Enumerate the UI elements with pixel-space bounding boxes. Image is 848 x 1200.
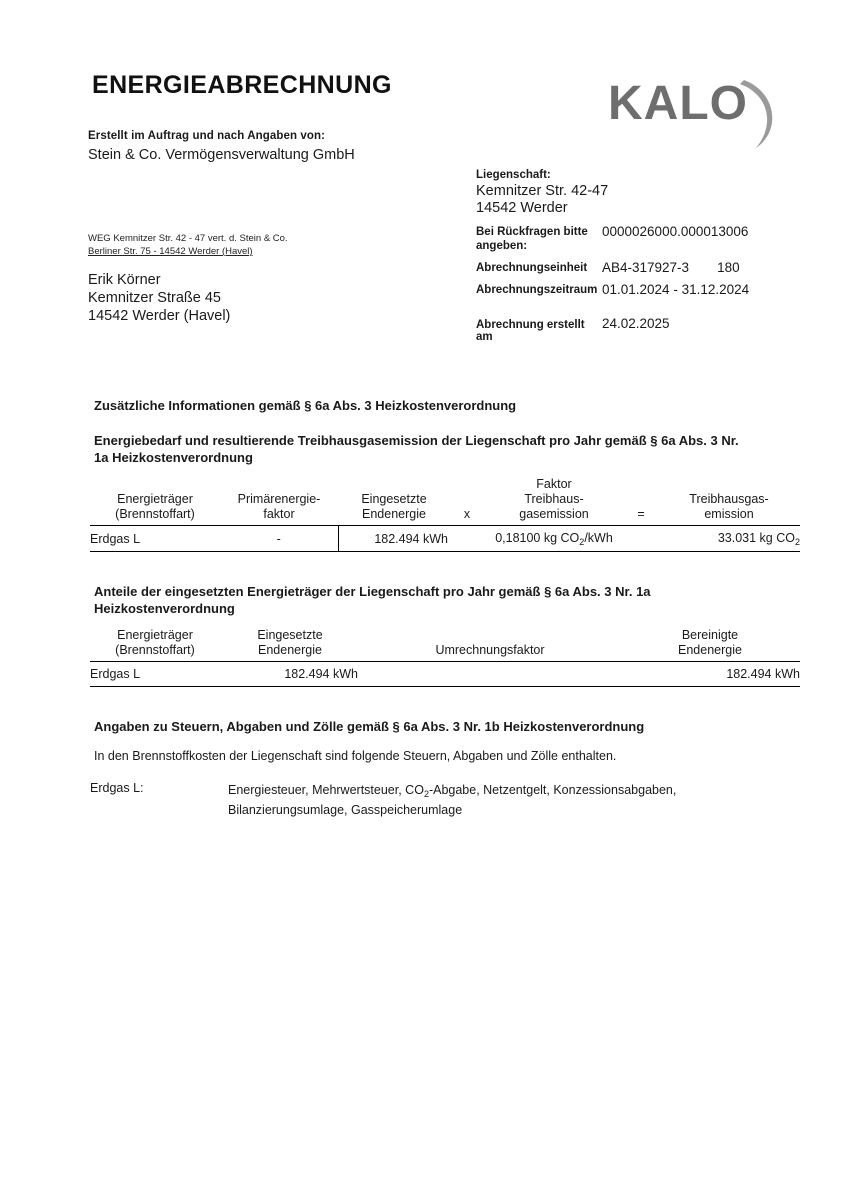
energy-share-table-body	[90, 662, 800, 687]
cell-energy-carrier: Erdgas L	[90, 531, 141, 546]
reference-label: Bei Rückfragen bitte angeben:	[476, 226, 588, 252]
sender-address	[88, 232, 288, 258]
table-row	[90, 662, 800, 687]
cell2-conversion-factor	[360, 662, 620, 687]
section-1-heading: Energiebedarf und resultierende Treibhausgasemission der Liegenschaft pro Jahr gemäß § 6a Abs. 3 Nr. 1a Heizkostenverordnung	[94, 433, 739, 465]
cell-ghg-factor-value: 0,18100 kg CO	[495, 531, 580, 545]
cell-emission-subscript: 2	[794, 536, 800, 547]
billing-meta-block	[476, 169, 806, 297]
kalo-logo-text: KALO	[608, 77, 748, 130]
billing-period-row	[476, 283, 806, 297]
th-operator-equals: =	[637, 507, 645, 521]
th-final-energy-line2: Endenergie	[362, 507, 426, 521]
tax-list-line-1	[228, 781, 788, 801]
th2-energy-carrier	[90, 628, 220, 662]
th-primary-factor-line2: faktor	[263, 507, 295, 521]
page-title: ENERGIEABRECHNUNG	[92, 71, 392, 99]
th-primary-factor	[220, 477, 338, 526]
recipient-address	[88, 271, 230, 325]
emission-table-head	[90, 477, 800, 526]
recipient-street: Kemnitzer Straße 45	[88, 290, 221, 306]
cell-ghg-factor-unit: /kWh	[584, 531, 613, 545]
tax-line-1-subscript: 2	[423, 788, 429, 799]
intro-heading: Zusätzliche Informationen gemäß § 6a Abs. 3 Heizkostenverordnung	[94, 398, 517, 413]
th-ghg-factor-line2: Treibhaus-	[524, 492, 584, 506]
th2-final-energy-line2: Endenergie	[258, 643, 322, 657]
th2-final-energy-line1: Eingesetzte	[257, 628, 323, 642]
tax-energy-carrier-label: Erdgas L:	[90, 781, 144, 795]
cell-ghg-factor-subscript: 2	[579, 536, 585, 547]
th2-energy-carrier-line1: Energieträger	[117, 628, 193, 642]
th-operator-multiply: x	[463, 507, 471, 521]
cell-ghg-factor	[484, 526, 624, 552]
cell-emission-value: 33.031 kg CO	[717, 531, 795, 545]
kalo-logo	[608, 78, 794, 150]
billing-unit-suffix: 180	[717, 260, 740, 275]
emission-table-header-row	[90, 477, 800, 526]
created-by-label: Erstellt im Auftrag und nach Angaben von:	[88, 130, 326, 142]
th-ghg-factor-line1: Faktor	[536, 477, 572, 491]
cell-final-energy: 182.494 kWh	[374, 531, 448, 546]
billing-period-value: 01.01.2024 - 31.12.2024	[602, 282, 750, 297]
recipient-name: Erik Körner	[88, 272, 161, 288]
kalo-logo-arc-icon	[736, 78, 792, 150]
th2-conversion-factor-label: Umrechnungsfaktor	[435, 643, 545, 657]
th2-adjusted-line1: Bereinigte	[681, 628, 739, 642]
cell-primary-factor: -	[220, 526, 338, 552]
energy-share-table-head	[90, 628, 800, 662]
created-on-row	[476, 316, 670, 343]
cell-emission	[658, 526, 800, 552]
property-line-1: Kemnitzer Str. 42-47	[476, 183, 609, 199]
reference-row	[476, 225, 806, 253]
emission-table	[90, 477, 800, 552]
created-by-name: Stein & Co. Vermögensverwaltung GmbH	[88, 147, 355, 163]
section-3-heading: Angaben zu Steuern, Abgaben und Zölle gemäß § 6a Abs. 3 Nr. 1b Heizkostenverordnung	[94, 719, 645, 734]
th-primary-factor-line1: Primärenergie-	[237, 492, 321, 506]
billing-unit-label: Abrechnungseinheit	[476, 262, 588, 274]
tax-line-1-part-b: -Abgabe, Netzentgelt, Konzessionsabgaben,	[428, 783, 677, 797]
th2-conversion-factor	[360, 628, 620, 662]
emission-table-body	[90, 526, 800, 552]
th2-final-energy	[220, 628, 360, 662]
tax-list	[228, 781, 788, 820]
cell-operator-equals	[624, 526, 658, 552]
th-final-energy-line1: Eingesetzte	[361, 492, 427, 506]
cell2-energy-carrier: Erdgas L	[90, 667, 141, 681]
created-on-label: Abrechnung erstellt am	[476, 319, 585, 343]
billing-unit-number: AB4-317927-3	[602, 260, 690, 275]
property-address	[476, 183, 806, 217]
energy-share-header-row	[90, 628, 800, 662]
reference-value: 0000026000.000013006	[602, 224, 749, 239]
th-emission-line2: emission	[704, 507, 754, 521]
property-line-2: 14542 Werder	[476, 200, 568, 216]
th-energy-carrier	[90, 477, 220, 526]
billing-unit-row	[476, 261, 806, 275]
sender-line-2: Berliner Str. 75 - 14542 Werder (Havel)	[88, 246, 253, 257]
th2-adjusted-energy	[620, 628, 800, 662]
billing-period-label: Abrechnungszeitraum	[476, 284, 598, 296]
cell2-final-energy: 182.494 kWh	[284, 667, 358, 681]
th-emission-line1: Treibhausgas-	[689, 492, 769, 506]
th-emission	[658, 477, 800, 526]
th-ghg-factor-line3: gasemission	[519, 507, 589, 521]
th-ghg-factor	[484, 477, 624, 526]
th-energy-carrier-line2: (Brennstoffart)	[115, 507, 195, 521]
th-energy-carrier-line1: Energieträger	[117, 492, 193, 506]
property-label: Liegenschaft:	[476, 169, 551, 181]
created-on-value: 24.02.2025	[602, 316, 670, 331]
th2-adjusted-line2: Endenergie	[678, 643, 742, 657]
sender-line-1: WEG Kemnitzer Str. 42 - 47 vert. d. Stein & Co.	[88, 233, 288, 244]
table-row	[90, 526, 800, 552]
tax-line-1-part-a: Energiesteuer, Mehrwertsteuer, CO	[228, 783, 424, 797]
section-2-heading: Anteile der eingesetzten Energieträger der Liegenschaft pro Jahr gemäß § 6a Abs. 3 Nr. 1a Heizkostenverordnung	[94, 584, 651, 616]
section-3-intro: In den Brennstoffkosten der Liegenschaft sind folgende Steuern, Abgaben und Zölle enthalten.	[94, 749, 617, 763]
th2-energy-carrier-line2: (Brennstoffart)	[115, 643, 195, 657]
cell2-adjusted-energy: 182.494 kWh	[726, 667, 800, 681]
tax-list-line-2: Bilanzierungsumlage, Gasspeicherumlage	[228, 803, 463, 817]
recipient-city: 14542 Werder (Havel)	[88, 308, 231, 324]
billing-unit-value	[602, 261, 740, 275]
th-final-energy	[338, 477, 450, 526]
energy-share-table	[90, 628, 800, 687]
cell-operator-multiply	[450, 526, 484, 552]
